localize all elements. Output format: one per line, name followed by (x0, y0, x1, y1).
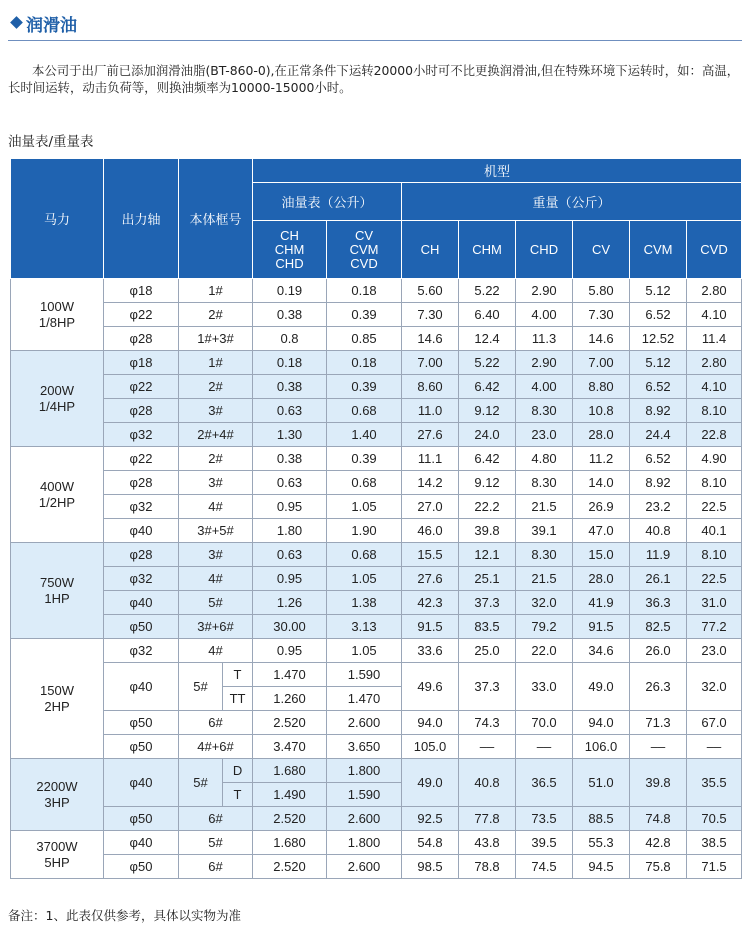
weight-cell: 38.5 (687, 831, 742, 855)
weight-cell: 27.6 (402, 423, 459, 447)
shaft-cell: φ32 (104, 423, 179, 447)
weight-cell: 8.92 (630, 471, 687, 495)
table-row (11, 807, 742, 831)
weight-cell: 94.0 (402, 711, 459, 735)
oil-weight-table (10, 158, 742, 879)
weight-cell: 12.4 (459, 327, 516, 351)
frame-cell: 6# (179, 807, 253, 831)
frame-cell: 6# (179, 855, 253, 879)
weight-cell: 11.2 (573, 447, 630, 471)
oil-cell: 0.63 (253, 543, 327, 567)
oil-cell: 2.520 (253, 807, 327, 831)
table-row (11, 543, 742, 567)
table-row (11, 735, 742, 759)
weight-cell: 26.9 (573, 495, 630, 519)
weight-cell: 6.52 (630, 375, 687, 399)
table-row (11, 759, 742, 783)
weight-cell: 91.5 (573, 615, 630, 639)
frame-cell: 2# (179, 375, 253, 399)
weight-cell: 12.52 (630, 327, 687, 351)
table-row (11, 375, 742, 399)
oil-cell: 1.05 (327, 639, 402, 663)
weight-cell: 73.5 (516, 807, 573, 831)
oil-cell: 1.800 (327, 831, 402, 855)
hp-cell: 150W 2HP (11, 639, 104, 759)
weight-cell: 8.92 (630, 399, 687, 423)
frame-cell: 3# (179, 399, 253, 423)
table-body (11, 279, 742, 639)
table-row (11, 303, 742, 327)
weight-cell: 26.3 (630, 663, 687, 711)
oil-cell: 0.18 (327, 351, 402, 375)
frame-cell: 3#+5# (179, 519, 253, 543)
weight-cell: 39.5 (516, 831, 573, 855)
shaft-cell: φ50 (104, 711, 179, 735)
weight-cell: 70.0 (516, 711, 573, 735)
header-weight-cvm: CVM (630, 221, 687, 279)
weight-cell: 11.0 (402, 399, 459, 423)
weight-cell: 22.2 (459, 495, 516, 519)
shaft-cell: φ40 (104, 663, 179, 711)
footnote: 备注：1、此表仅供参考，具体以实物为准 (8, 908, 241, 923)
weight-cell: 39.1 (516, 519, 573, 543)
weight-cell: 32.0 (687, 663, 742, 711)
weight-cell: 33.6 (402, 639, 459, 663)
shaft-cell: φ22 (104, 447, 179, 471)
weight-cell: 8.10 (687, 471, 742, 495)
weight-cell: 39.8 (459, 519, 516, 543)
weight-cell: 70.5 (687, 807, 742, 831)
weight-cell: 8.80 (573, 375, 630, 399)
weight-cell: 8.10 (687, 543, 742, 567)
oil-cell: 0.95 (253, 495, 327, 519)
oil-cell: 2.600 (327, 711, 402, 735)
weight-cell: 21.5 (516, 495, 573, 519)
oil-cell: 3.650 (327, 735, 402, 759)
weight-cell: 78.8 (459, 855, 516, 879)
header-model: 机型 (253, 159, 742, 183)
weight-cell: 94.5 (573, 855, 630, 879)
weight-cell: 27.0 (402, 495, 459, 519)
weight-cell: 40.1 (687, 519, 742, 543)
oil-cell: 0.68 (327, 543, 402, 567)
frame-cell: 3# (179, 471, 253, 495)
section-title: 润滑油 (26, 16, 77, 36)
weight-cell: 4.90 (687, 447, 742, 471)
weight-cell: 49.0 (402, 759, 459, 807)
weight-cell: 106.0 (573, 735, 630, 759)
weight-cell: 7.30 (402, 303, 459, 327)
weight-cell: 94.0 (573, 711, 630, 735)
frame-cell: 4# (179, 639, 253, 663)
oil-cell: 2.600 (327, 855, 402, 879)
weight-cell: 6.40 (459, 303, 516, 327)
weight-cell: 24.4 (630, 423, 687, 447)
weight-cell: 23.0 (516, 423, 573, 447)
table-row (11, 495, 742, 519)
table-title: 油量表/重量表 (8, 134, 94, 150)
weight-cell: 22.5 (687, 495, 742, 519)
table-row (11, 351, 742, 375)
oil-cell: 1.05 (327, 567, 402, 591)
shaft-cell: φ28 (104, 399, 179, 423)
shaft-cell: φ50 (104, 855, 179, 879)
oil-cell: 30.00 (253, 615, 327, 639)
table-row (11, 447, 742, 471)
weight-cell: 14.6 (573, 327, 630, 351)
oil-cell: 0.95 (253, 639, 327, 663)
weight-cell: 26.1 (630, 567, 687, 591)
weight-cell: 11.3 (516, 327, 573, 351)
shaft-cell: φ32 (104, 639, 179, 663)
table-row (11, 399, 742, 423)
oil-cell: 0.18 (327, 279, 402, 303)
oil-cell: 1.590 (327, 783, 402, 807)
weight-cell: 8.30 (516, 399, 573, 423)
shaft-cell: φ28 (104, 543, 179, 567)
shaft-cell: φ50 (104, 807, 179, 831)
weight-cell: 43.8 (459, 831, 516, 855)
oil-cell: 0.38 (253, 303, 327, 327)
weight-cell: 9.12 (459, 399, 516, 423)
header-weight-ch: CH (402, 221, 459, 279)
table-row (11, 831, 742, 855)
oil-cell: 0.39 (327, 303, 402, 327)
header-weight: 重量（公斤） (402, 183, 742, 221)
weight-cell: 8.10 (687, 399, 742, 423)
shaft-cell: φ22 (104, 303, 179, 327)
weight-cell: –– (630, 735, 687, 759)
weight-cell: –– (687, 735, 742, 759)
frame-cell: 5# (179, 591, 253, 615)
header-oil: 油量表（公升） (253, 183, 402, 221)
weight-cell: 25.1 (459, 567, 516, 591)
shaft-cell: φ32 (104, 495, 179, 519)
shaft-cell: φ50 (104, 615, 179, 639)
weight-cell: 22.8 (687, 423, 742, 447)
oil-cell: 0.8 (253, 327, 327, 351)
hp-cell: 2200W 3HP (11, 759, 104, 831)
frame-cell: 1# (179, 279, 253, 303)
oil-cell: 1.800 (327, 759, 402, 783)
header-oil-col2: CV CVM CVD (327, 221, 402, 279)
header-frame: 本体框号 (179, 159, 253, 279)
oil-cell: 1.26 (253, 591, 327, 615)
oil-cell: 0.38 (253, 375, 327, 399)
weight-cell: 5.80 (573, 279, 630, 303)
weight-cell: 82.5 (630, 615, 687, 639)
weight-cell: 35.5 (687, 759, 742, 807)
shaft-cell: φ32 (104, 567, 179, 591)
weight-cell: 14.0 (573, 471, 630, 495)
weight-cell: 33.0 (516, 663, 573, 711)
weight-cell: 6.52 (630, 447, 687, 471)
oil-cell: 0.68 (327, 399, 402, 423)
shaft-cell: φ50 (104, 735, 179, 759)
weight-cell: 5.22 (459, 351, 516, 375)
weight-cell: 21.5 (516, 567, 573, 591)
oil-cell: 0.39 (327, 375, 402, 399)
oil-cell: 0.18 (253, 351, 327, 375)
weight-cell: 5.60 (402, 279, 459, 303)
weight-cell: 6.52 (630, 303, 687, 327)
weight-cell: 105.0 (402, 735, 459, 759)
frame-cell: 1# (179, 351, 253, 375)
weight-cell: 37.3 (459, 591, 516, 615)
oil-cell: 1.40 (327, 423, 402, 447)
weight-cell: 77.2 (687, 615, 742, 639)
weight-cell: 9.12 (459, 471, 516, 495)
weight-cell: 39.8 (630, 759, 687, 807)
frame-sub-cell: D (223, 759, 253, 783)
table-row (11, 471, 742, 495)
table-row (11, 567, 742, 591)
oil-cell: 0.38 (253, 447, 327, 471)
table-row (11, 591, 742, 615)
table-row (11, 639, 742, 663)
table-body-special (11, 639, 742, 879)
weight-cell: 15.5 (402, 543, 459, 567)
oil-cell: 0.63 (253, 399, 327, 423)
oil-cell: 0.95 (253, 567, 327, 591)
frame-cell: 4# (179, 567, 253, 591)
weight-cell: 5.12 (630, 351, 687, 375)
oil-cell: 1.260 (253, 687, 327, 711)
frame-cell: 5# (179, 759, 223, 807)
weight-cell: 77.8 (459, 807, 516, 831)
weight-cell: 2.90 (516, 279, 573, 303)
table-row (11, 279, 742, 303)
weight-cell: 98.5 (402, 855, 459, 879)
weight-cell: 83.5 (459, 615, 516, 639)
weight-cell: 49.0 (573, 663, 630, 711)
weight-cell: 28.0 (573, 423, 630, 447)
weight-cell: 14.2 (402, 471, 459, 495)
weight-cell: 40.8 (459, 759, 516, 807)
header-oil-col1: CH CHM CHD (253, 221, 327, 279)
frame-cell: 3# (179, 543, 253, 567)
weight-cell: 4.00 (516, 303, 573, 327)
oil-cell: 1.470 (253, 663, 327, 687)
weight-cell: 74.3 (459, 711, 516, 735)
weight-cell: 14.6 (402, 327, 459, 351)
weight-cell: 2.90 (516, 351, 573, 375)
oil-cell: 1.680 (253, 759, 327, 783)
weight-cell: 4.10 (687, 303, 742, 327)
frame-cell: 4#+6# (179, 735, 253, 759)
weight-cell: 4.00 (516, 375, 573, 399)
weight-cell: 23.2 (630, 495, 687, 519)
shaft-cell: φ40 (104, 591, 179, 615)
frame-cell: 3#+6# (179, 615, 253, 639)
weight-cell: 71.3 (630, 711, 687, 735)
weight-cell: 25.0 (459, 639, 516, 663)
hp-cell: 200W 1/4HP (11, 351, 104, 447)
hp-cell: 400W 1/2HP (11, 447, 104, 543)
weight-cell: 67.0 (687, 711, 742, 735)
weight-cell: 26.0 (630, 639, 687, 663)
oil-cell: 1.470 (327, 687, 402, 711)
oil-cell: 0.63 (253, 471, 327, 495)
weight-cell: 79.2 (516, 615, 573, 639)
weight-cell: 37.3 (459, 663, 516, 711)
shaft-cell: φ28 (104, 471, 179, 495)
header-weight-cvd: CVD (687, 221, 742, 279)
weight-cell: 12.1 (459, 543, 516, 567)
frame-sub-cell: T (223, 663, 253, 687)
weight-cell: 22.5 (687, 567, 742, 591)
weight-cell: –– (516, 735, 573, 759)
weight-cell: 4.80 (516, 447, 573, 471)
table-row (11, 423, 742, 447)
table-row (11, 663, 742, 687)
hp-cell: 750W 1HP (11, 543, 104, 639)
oil-cell: 1.490 (253, 783, 327, 807)
weight-cell: 42.8 (630, 831, 687, 855)
weight-cell: 36.5 (516, 759, 573, 807)
oil-cell: 2.600 (327, 807, 402, 831)
weight-cell: 7.30 (573, 303, 630, 327)
frame-cell: 1#+3# (179, 327, 253, 351)
oil-cell: 0.85 (327, 327, 402, 351)
weight-cell: 49.6 (402, 663, 459, 711)
header-horsepower: 马力 (11, 159, 104, 279)
shaft-cell: φ40 (104, 759, 179, 807)
weight-cell: 47.0 (573, 519, 630, 543)
oil-cell: 1.90 (327, 519, 402, 543)
weight-cell: 28.0 (573, 567, 630, 591)
frame-cell: 4# (179, 495, 253, 519)
weight-cell: 6.42 (459, 447, 516, 471)
weight-cell: –– (459, 735, 516, 759)
shaft-cell: φ28 (104, 327, 179, 351)
oil-cell: 2.520 (253, 855, 327, 879)
table-row (11, 855, 742, 879)
header-weight-chd: CHD (516, 221, 573, 279)
weight-cell: 22.0 (516, 639, 573, 663)
weight-cell: 11.1 (402, 447, 459, 471)
shaft-cell: φ18 (104, 279, 179, 303)
intro-paragraph: 本公司于出厂前已添加润滑油脂(BT-860-0),在正常条件下运转20000小时可不比更换润滑油,但在特殊环境下运转时，如：高温，长时间运转，动击负荷等，则换油频率为10000-15000小时。 (8, 63, 740, 95)
weight-cell: 5.22 (459, 279, 516, 303)
weight-cell: 88.5 (573, 807, 630, 831)
oil-cell: 1.590 (327, 663, 402, 687)
weight-cell: 75.8 (630, 855, 687, 879)
hp-cell: 3700W 5HP (11, 831, 104, 879)
weight-cell: 10.8 (573, 399, 630, 423)
frame-cell: 2# (179, 447, 253, 471)
oil-cell: 0.19 (253, 279, 327, 303)
weight-cell: 5.12 (630, 279, 687, 303)
oil-cell: 1.38 (327, 591, 402, 615)
weight-cell: 34.6 (573, 639, 630, 663)
weight-cell: 23.0 (687, 639, 742, 663)
hp-cell: 100W 1/8HP (11, 279, 104, 351)
weight-cell: 71.5 (687, 855, 742, 879)
frame-cell: 5# (179, 663, 223, 711)
weight-cell: 7.00 (573, 351, 630, 375)
shaft-cell: φ22 (104, 375, 179, 399)
weight-cell: 2.80 (687, 351, 742, 375)
weight-cell: 92.5 (402, 807, 459, 831)
weight-cell: 46.0 (402, 519, 459, 543)
weight-cell: 24.0 (459, 423, 516, 447)
header-weight-chm: CHM (459, 221, 516, 279)
weight-cell: 42.3 (402, 591, 459, 615)
weight-cell: 74.8 (630, 807, 687, 831)
weight-cell: 55.3 (573, 831, 630, 855)
oil-cell: 2.520 (253, 711, 327, 735)
section-header (8, 8, 742, 41)
shaft-cell: φ40 (104, 519, 179, 543)
weight-cell: 91.5 (402, 615, 459, 639)
frame-cell: 5# (179, 831, 253, 855)
weight-cell: 2.80 (687, 279, 742, 303)
frame-cell: 2#+4# (179, 423, 253, 447)
table-row (11, 711, 742, 735)
weight-cell: 8.60 (402, 375, 459, 399)
weight-cell: 8.30 (516, 543, 573, 567)
weight-cell: 7.00 (402, 351, 459, 375)
weight-cell: 54.8 (402, 831, 459, 855)
diamond-bullet-icon (10, 16, 23, 29)
oil-cell: 1.30 (253, 423, 327, 447)
frame-sub-cell: TT (223, 687, 253, 711)
oil-cell: 1.05 (327, 495, 402, 519)
weight-cell: 41.9 (573, 591, 630, 615)
table-row (11, 615, 742, 639)
oil-cell: 1.680 (253, 831, 327, 855)
weight-cell: 51.0 (573, 759, 630, 807)
weight-cell: 11.9 (630, 543, 687, 567)
table-row (11, 519, 742, 543)
oil-cell: 1.80 (253, 519, 327, 543)
weight-cell: 15.0 (573, 543, 630, 567)
frame-sub-cell: T (223, 783, 253, 807)
header-shaft: 出力轴 (104, 159, 179, 279)
oil-cell: 3.13 (327, 615, 402, 639)
weight-cell: 11.4 (687, 327, 742, 351)
header-weight-cv: CV (573, 221, 630, 279)
weight-cell: 31.0 (687, 591, 742, 615)
shaft-cell: φ18 (104, 351, 179, 375)
weight-cell: 6.42 (459, 375, 516, 399)
oil-cell: 0.39 (327, 447, 402, 471)
oil-cell: 3.470 (253, 735, 327, 759)
weight-cell: 4.10 (687, 375, 742, 399)
weight-cell: 40.8 (630, 519, 687, 543)
table-row (11, 327, 742, 351)
shaft-cell: φ40 (104, 831, 179, 855)
frame-cell: 6# (179, 711, 253, 735)
weight-cell: 27.6 (402, 567, 459, 591)
frame-cell: 2# (179, 303, 253, 327)
weight-cell: 8.30 (516, 471, 573, 495)
weight-cell: 32.0 (516, 591, 573, 615)
weight-cell: 36.3 (630, 591, 687, 615)
weight-cell: 74.5 (516, 855, 573, 879)
oil-cell: 0.68 (327, 471, 402, 495)
